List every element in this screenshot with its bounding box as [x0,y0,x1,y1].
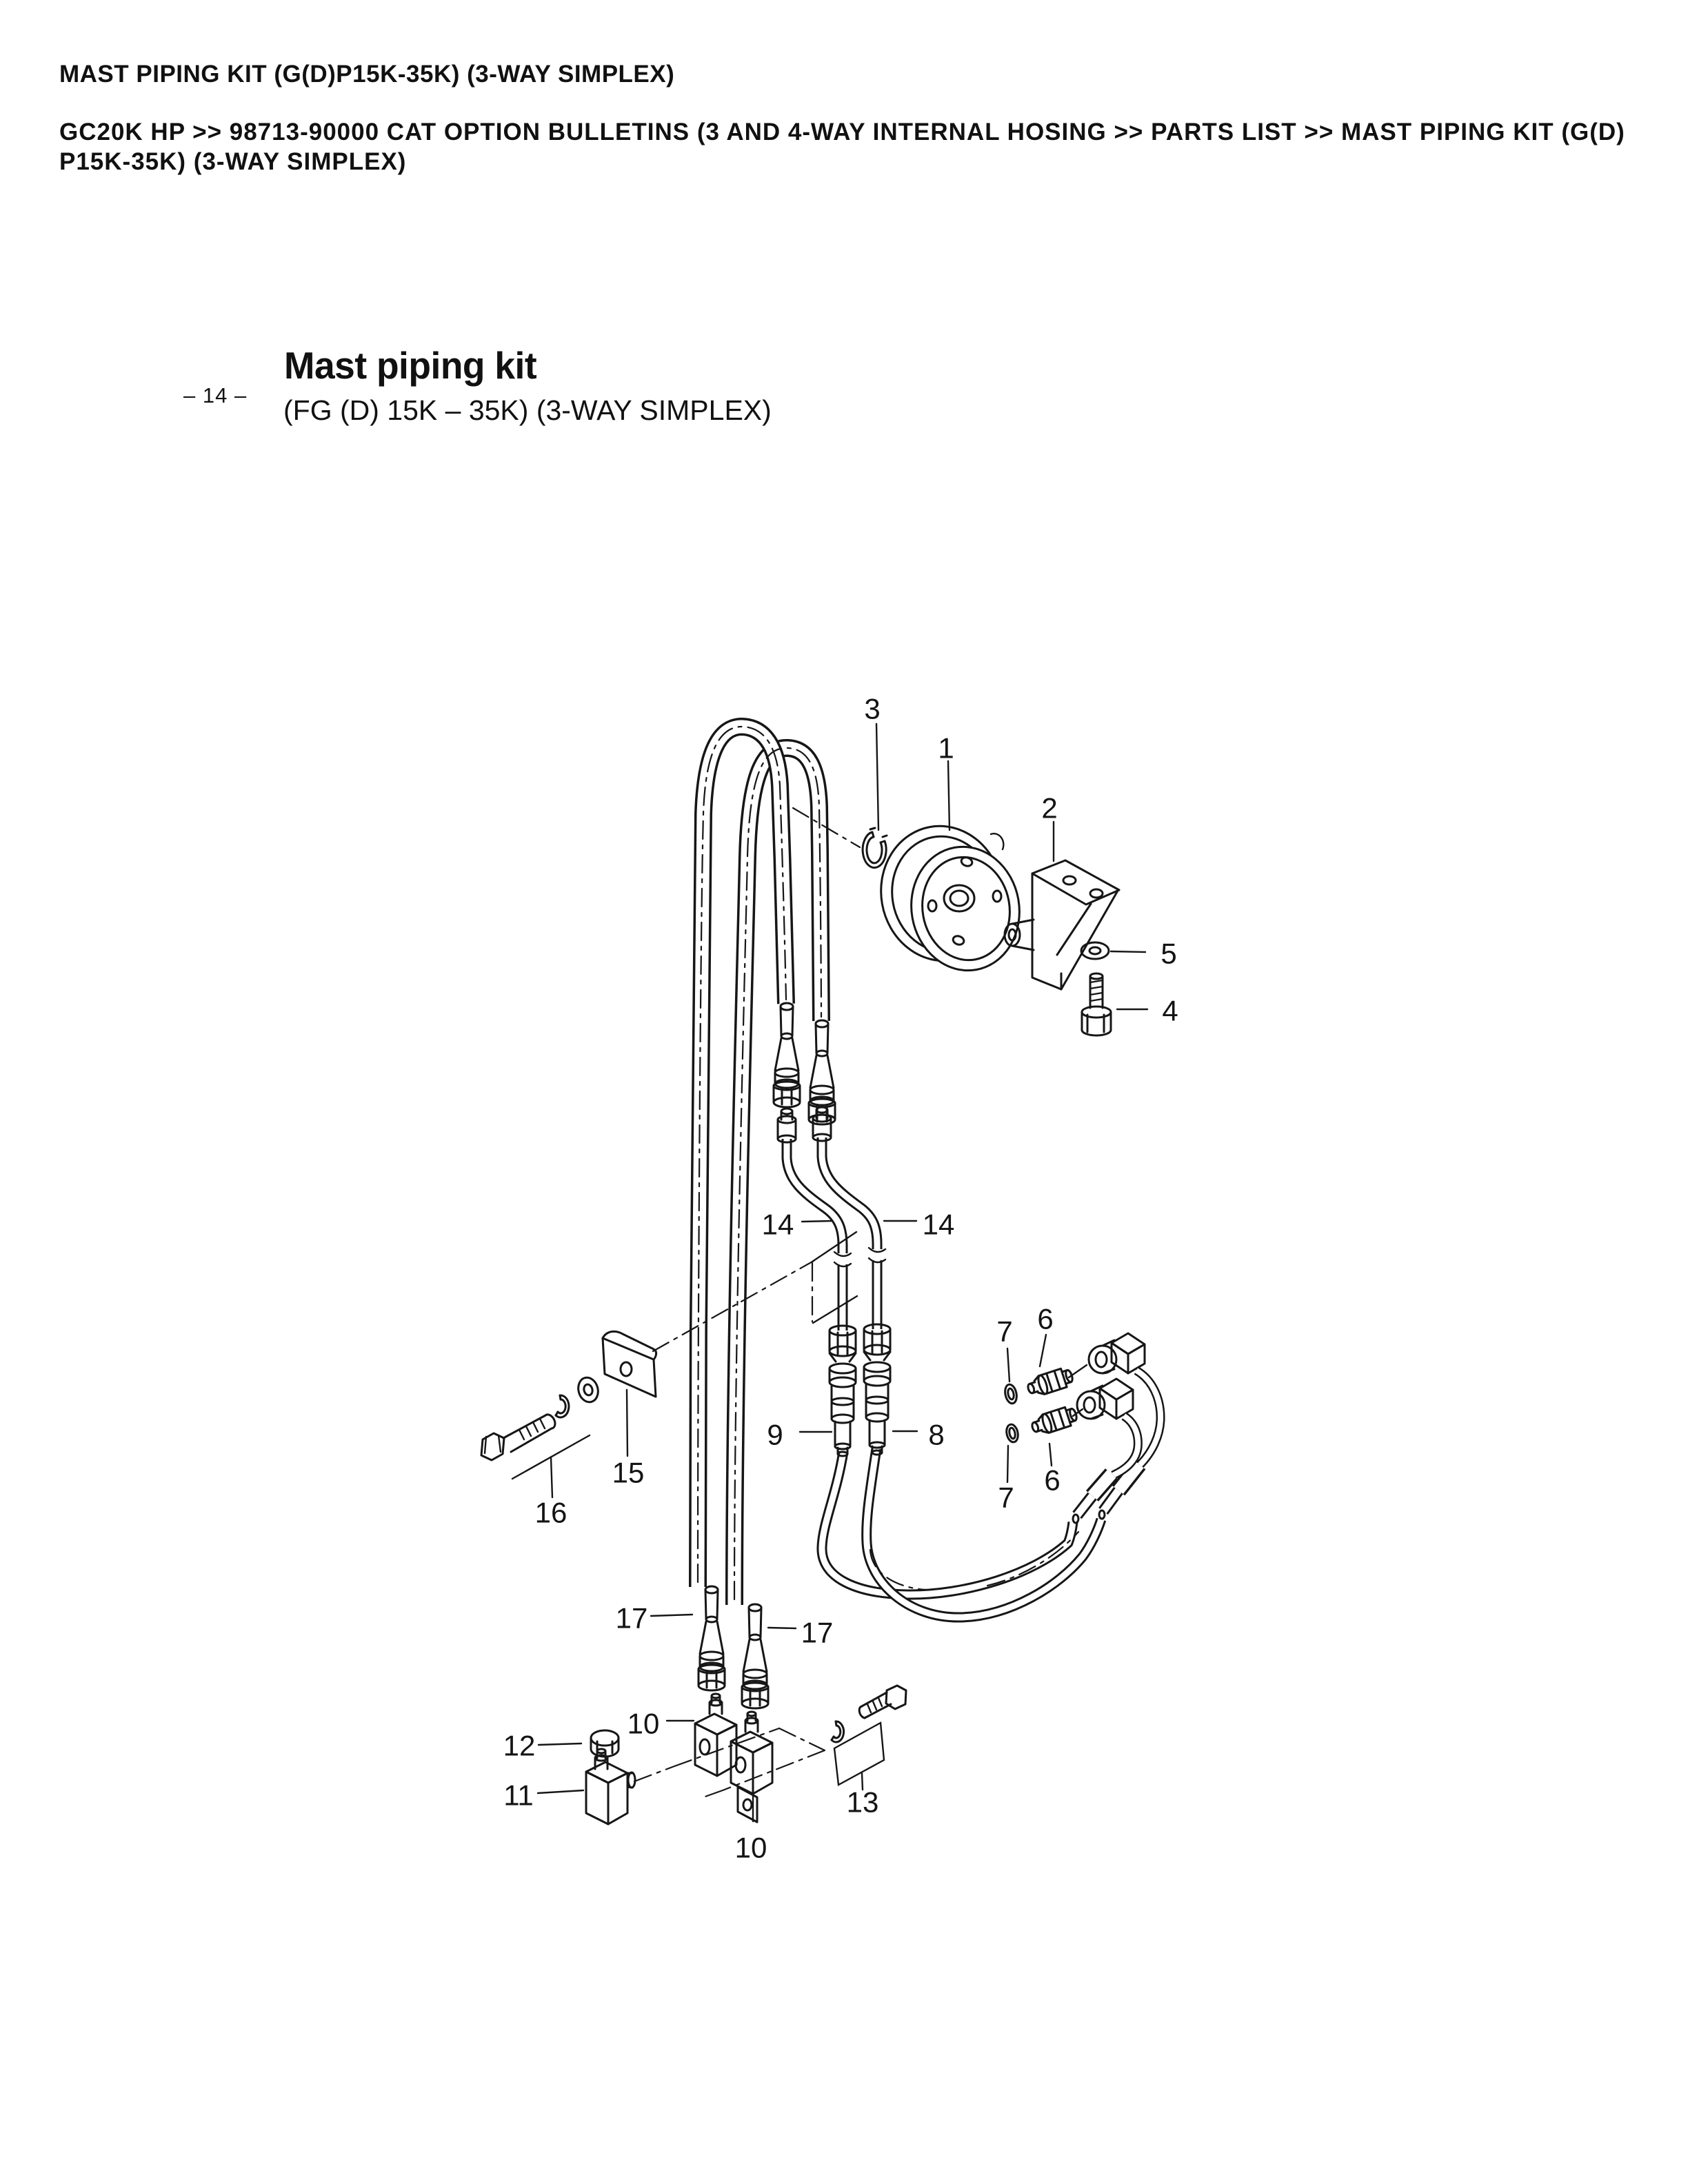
spring-washer-16 [556,1395,569,1417]
callout-14-right: 14 [922,1208,955,1241]
callout-10-upper: 10 [627,1707,660,1740]
section-title: Mast piping kit [284,344,537,387]
callout-17-left: 17 [615,1601,648,1635]
elbow-upper [1089,1333,1145,1373]
callout-6-upper: 6 [1037,1302,1054,1335]
mast-hose-left [698,727,821,1599]
callout-6-lower: 6 [1044,1464,1061,1497]
coupler-17-left [699,1586,725,1690]
loop-hose-inner [822,1452,1073,1595]
union-6-upper [1025,1366,1074,1399]
elbow-lower [1077,1379,1133,1419]
callout-14-left: 14 [761,1208,794,1241]
callout-3: 3 [864,692,881,725]
callout-7-upper: 7 [996,1315,1013,1348]
callout-12: 12 [503,1729,536,1762]
o-ring-7-upper [1003,1384,1018,1405]
steel-pipe-left [787,1139,843,1331]
callout-1: 1 [938,731,954,765]
union-6-lower [1029,1405,1078,1437]
leader-lines [512,724,1147,1821]
breadcrumb-line-1: GC20K HP >> 98713-90000 CAT OPTION BULLETINS (3 AND 4-WAY INTERNAL HOSING >> PARTS LIST >> MAST PIPING KIT (G(D) [59,119,1625,145]
hose-end-8 [864,1324,890,1455]
callout-11: 11 [503,1779,534,1812]
bolt-16 [481,1415,555,1460]
union-14-right [809,1020,835,1124]
o-ring-7-lower [1005,1424,1019,1444]
pulley [870,816,1029,979]
callout-15: 15 [612,1456,645,1489]
coupler-17-right [742,1604,768,1708]
hose-end-9 [830,1326,856,1456]
clamp-plate-15 [603,1331,656,1397]
union-14-left [774,1003,800,1107]
callout-7-lower: 7 [998,1481,1014,1514]
callout-8: 8 [928,1418,945,1451]
callout-2: 2 [1041,791,1058,825]
page-title: MAST PIPING KIT (G(D)P15K-35K) (3-WAY SIMPLEX) [59,61,675,88]
callout-13: 13 [846,1786,879,1819]
section-subtitle: (FG (D) 15K – 35K) (3-WAY SIMPLEX) [283,394,772,426]
bottom-dashdot-plane [634,1728,825,1797]
callout-16: 16 [534,1496,567,1529]
callout-9: 9 [767,1418,783,1451]
bolt-13 [859,1686,906,1718]
callout-10-lower: 10 [734,1831,767,1864]
page-number: – 14 – [183,383,248,407]
plate-13 [834,1723,884,1785]
bolt-4 [1082,973,1111,1035]
flat-washer-16 [576,1375,601,1404]
snap-ring [863,828,887,868]
nipple-left [778,1109,796,1142]
clamp-plane [653,1232,857,1351]
breadcrumb-line-2: P15K-35K) (3-WAY SIMPLEX) [59,148,407,175]
callout-17-right: 17 [801,1616,834,1649]
elbow-11 [586,1749,635,1824]
spring-washer-13 [832,1721,844,1742]
callout-5: 5 [1160,937,1177,970]
washer-5 [1081,942,1109,959]
callout-4: 4 [1162,994,1178,1027]
pulley-bracket [1005,860,1119,989]
